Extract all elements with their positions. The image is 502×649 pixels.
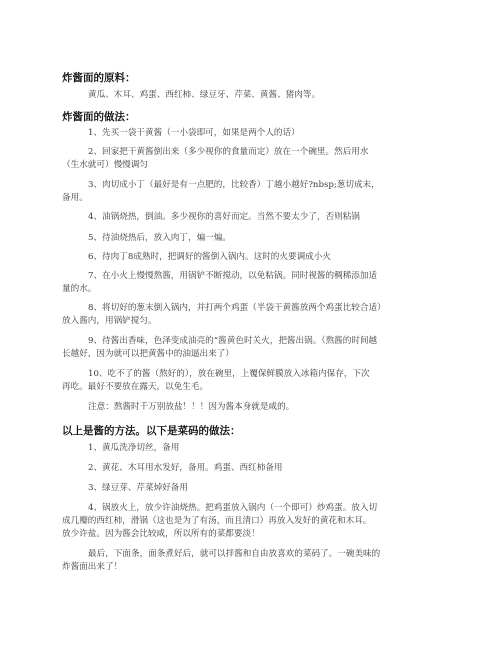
step-8: 8、将切好的葱末倒入锅内，并打两个鸡蛋（半袋干黄酱放两个鸡蛋比较合适） [88,303,386,313]
side-step-3: 3、绿豆芽、芹菜焯好备用 [88,483,188,493]
step-6: 6、待肉丁8成熟时，把调好的酱倒入锅内。这时的火要调成小火 [88,252,331,262]
side-dish-heading: 以上是酱的方法。以下是菜码的做法： [62,425,241,437]
method-heading: 炸酱面的做法： [62,111,136,123]
step-8-cont: 放入酱内，用锅铲搅匀。 [62,316,157,326]
side-step-4: 4、锅放火上，放少许油烧热。把鸡蛋放入锅内（一个即可）炒鸡蛋。放入切 [88,503,378,513]
step-1: 1、先买一袋干黄酱（一小袋即可，如果是两个人的话） [88,128,300,138]
step-7-cont: 量的水。 [62,284,97,294]
note-text: 注意：熬酱时千万别放盐！！！因为酱本身就是咸的。 [88,402,295,412]
step-5: 5、待油烧热后，放入肉丁，煸一煸。 [88,233,231,243]
step-9-cont: 长越好，因为就可以把黄酱中的油逼出来了） [62,349,234,359]
side-step-4-cont: 成几瓣的西红柿，滑锅（这也是为了有汤，而且清口）再放入发好的黄花和木耳。 [62,516,372,526]
side-step-4-cont-2: 放少许盐。因为酱会比较咸，所以所有的菜都要淡！ [62,529,260,539]
step-10-cont: 再吃。最好不要放在露天，以免生毛。 [62,382,209,392]
side-step-1: 1、黄瓜洗净切丝，备用 [88,443,180,453]
side-step-2: 2、黄花、木耳用水发好，备用。鸡蛋、西红柿备用 [88,463,283,473]
step-3: 3、肉切成小丁（最好是有一点肥的，比较香）丁越小越好?nbsp;葱切成末， [88,180,380,190]
ingredients-heading: 炸酱面的原料： [62,72,136,84]
step-2-cont: （生水就可）慢慢调匀 [62,160,148,170]
final-step: 最后，下面条，面条煮好后，就可以拌酱和自由放喜欢的菜码了。一碗美味的 [88,549,381,559]
step-3-cont: 备用。 [62,193,88,203]
ingredients-text: 黄瓜、木耳、鸡蛋、西红柿、绿豆牙、芹菜、黄酱、猪肉等。 [88,90,321,100]
step-9: 9、待酱出香味，色泽变成油亮的“酱黄色时关火，把酱出锅。（熬酱的时间越 [88,336,378,346]
step-7: 7、在小火上慢慢熬酱，用锅铲不断搅动，以免粘锅。同时视酱的稠稀添加适 [88,271,378,281]
final-step-cont: 炸酱面出来了！ [62,562,123,572]
step-10: 10、吃不了的酱（熬好的），放在碗里，上覆保鲜膜放入冰箱内保存，下次 [88,369,370,379]
step-4: 4、油锅烧热，倒油。多少视你的喜好而定。当然不要太少了，否则粘锅 [88,212,360,222]
step-2: 2、回家把干黄酱倒出来（多少视你的食量而定）放在一个碗里。然后用水 [88,147,369,157]
